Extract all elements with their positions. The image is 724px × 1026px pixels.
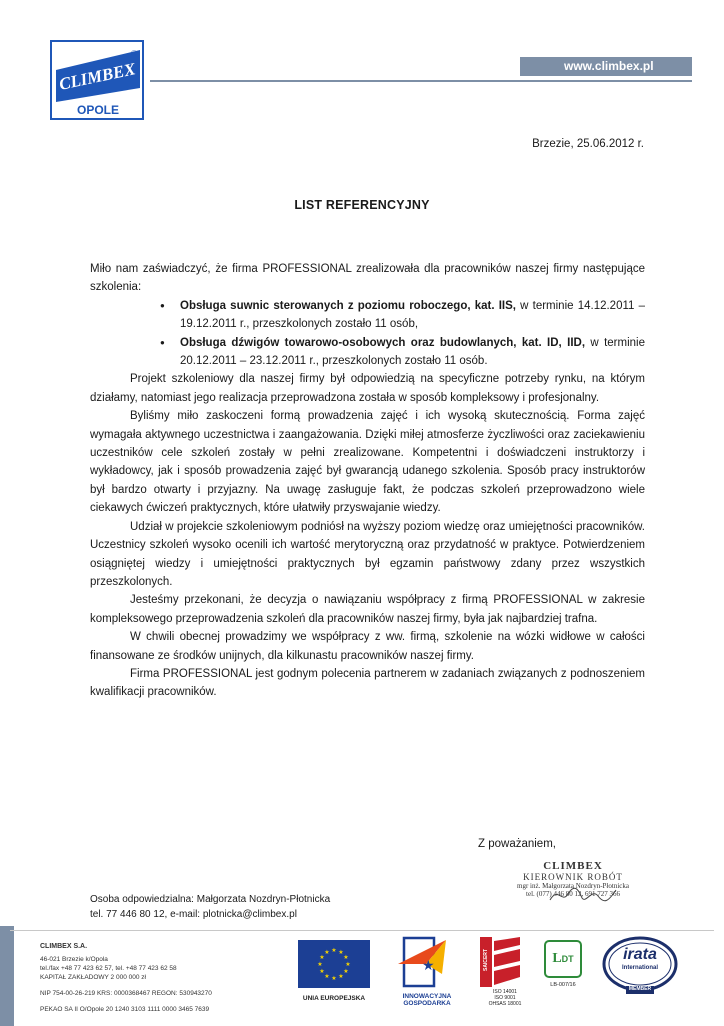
ig-label-2: GOSPODARKA: [403, 1000, 451, 1007]
irata-member: MEMBER: [628, 986, 652, 992]
stamp-phones: tel. (077) 446 80 12, 691 727 366: [526, 890, 620, 898]
eu-label: UNIA EUROPEJSKA: [302, 995, 366, 1002]
udt-text: DT: [561, 954, 574, 964]
body-paragraph: W chwili obecnej prowadzimy we współpracy z ww. firmą, szkolenie na wózki widłowe w całości finansowane ze środków unijnych, dla kilkunastu pracowników naszej firmy.: [90, 631, 645, 662]
eu-flag-icon: [298, 940, 370, 988]
svg-text:★: ★: [345, 961, 351, 968]
body-paragraph: Udział w projekcie szkoleniowym podniósł na wyższy poziom wiedzę oraz umiejętności pracowników. Uczestnicy szkoleń wysoko ocenili ich wartość merytoryczną oraz przydatność w praktyce. Potwierdzeniem osiągniętej wiedzy i umiejętności praktycznych był egzamin państwowy zdany przez wszystkich przeszkolonych.: [90, 520, 645, 588]
letter-title: LIST REFERENCYJNY: [294, 198, 430, 212]
svg-text:★: ★: [331, 975, 337, 982]
svg-text:★: ★: [319, 968, 325, 975]
stamp-company: CLIMBEX: [543, 860, 603, 872]
svg-text:★: ★: [324, 949, 330, 956]
logo-text: CLIMBEX: [57, 59, 138, 94]
climbex-logo: [50, 40, 144, 120]
svg-text:★: ★: [319, 954, 325, 961]
udt-code: LB-007/16: [550, 982, 576, 988]
irata-text: irata: [623, 946, 657, 963]
training-name: Obsługa suwnic sterowanych z poziomu roboczego, kat. IIS,: [180, 299, 516, 312]
letter-date: Brzezie, 25.06.2012 r.: [532, 138, 644, 150]
svg-text:★: ★: [338, 949, 344, 956]
contact-phone-email: tel. 77 446 80 12, e-mail: plotnicka@climbex.pl: [90, 908, 297, 920]
ig-star-icon: [386, 934, 468, 988]
training-details: w terminie 14.12.2011 – 19.12.2011 r., przeszkolonych zostało 11 osób,: [180, 299, 645, 331]
saicert-icon: [492, 937, 522, 987]
irata-logo: [602, 934, 678, 996]
training-item: [180, 334, 645, 371]
stamp-name: mgr inż. Małgorzata Nozdryn-Płotnicka: [517, 882, 629, 890]
header-divider: [150, 80, 692, 82]
saicert-certificate: [480, 937, 530, 1007]
body-paragraph: Projekt szkoleniowy dla naszej firmy był odpowiedzią na specyficzne potrzeby rynku, na którym działamy, natomiast jego realizacja przeprowadzona została w sposób kompleksowy i profesjonalny.: [90, 373, 645, 404]
svg-text:★: ★: [343, 968, 349, 975]
irata-subtext: International: [621, 965, 658, 971]
company-details: [40, 942, 212, 1014]
contact-name: Osoba odpowiedzialna: Małgorzata Nozdryn-Płotnicka: [90, 894, 331, 905]
cert-iso14001: ISO 14001: [493, 989, 517, 995]
registered-mark: ®: [131, 49, 137, 58]
website-link[interactable]: www.climbex.pl: [564, 59, 654, 73]
eu-logo: [298, 940, 370, 1002]
svg-text:★: ★: [343, 954, 349, 961]
svg-text:★: ★: [422, 958, 435, 974]
ig-label-1: INNOWACYJNA: [402, 993, 452, 1000]
body-paragraph: Jesteśmy przekonani, że decyzja o nawiązaniu współpracy z firmą PROFESSIONAL w zakresie kompleksowego przeprowadzenia szkoleń dla pracowników naszej firmy, była jak najbardziej trafna.: [90, 594, 645, 625]
training-details: w terminie 20.12.2011 – 23.12.2011 r., przeszkolonych zostało 11 osób.: [180, 336, 645, 368]
company-name: CLIMBEX S.A.: [40, 943, 88, 950]
website-banner: [520, 57, 692, 76]
cert-ohsas: OHSAS 18001: [488, 1001, 522, 1007]
cert-iso9001: ISO 9001: [494, 995, 516, 1001]
footer-side-bar: [0, 926, 14, 1026]
letter-body: [90, 260, 645, 702]
body-paragraph: Byliśmy miło zaskoczeni formą prowadzenia zajęć i ich wysoką skutecznością. Forma zajęć wymagała aktywnego uczestnictwa i zaangażowania. Dzięki miłej atmosferze życzliwości oraz zaciekawieniu uczestników cele szkoleń zostały w pełni zrealizowane. Kompetentni i doświadczeni instruktorzy i wykładowcy, jak i sposób prowadzenia zajęć był gwarancją udanego szkolenia. Sposób pracy instruktorów był bardzo otwarty i przyjazny. Na uwagę zasługuje fakt, że podczas szkoleń przeprowadzono wiele ciekawych ćwiczeń praktycznych, które ułatwiły przyswajanie wiedzy.: [90, 410, 645, 515]
saicert-band: [480, 937, 492, 987]
training-list: [90, 297, 645, 371]
saicert-brand: SAICERT: [483, 949, 489, 971]
udt-badge: L DT: [544, 940, 582, 978]
company-capital: KAPITAŁ ZAKŁADOWY 2 000 000 zł: [40, 974, 146, 981]
body-paragraph: Firma PROFESSIONAL jest godnym polecenia partnerem w zadaniach związanych z podnoszeniem kwalifikacji pracowników.: [90, 667, 645, 699]
svg-text:★: ★: [331, 947, 337, 954]
training-item: [180, 297, 645, 334]
udt-logo: [543, 940, 583, 988]
svg-text:★: ★: [317, 961, 323, 968]
intro-paragraph: Miło nam zaświadczyć, że firma PROFESSIONAL zrealizowała dla pracowników naszej firmy następujące szkolenia:: [90, 263, 645, 294]
company-bank: PEKAO SA II O/Opole 20 1240 3103 1111 0000 3465 7639: [40, 1006, 210, 1013]
stamp-role: KIEROWNIK ROBÓT: [523, 872, 623, 882]
svg-text:★: ★: [324, 973, 330, 980]
footer-divider: [10, 930, 714, 931]
innowacyjna-gospodarka-logo: [386, 934, 468, 1007]
training-name: Obsługa dźwigów towarowo-osobowych oraz budowlanych, kat. ID, IID,: [180, 336, 586, 349]
company-telfax: tel./fax +48 77 423 62 57, tel. +48 77 423 62 58: [40, 965, 177, 972]
contact-person: [90, 893, 330, 922]
svg-text:★: ★: [338, 973, 344, 980]
handwritten-signature: [548, 884, 618, 906]
company-ids: NIP 754-00-26-219 KRS: 0000368467 REGON: 530943270: [40, 990, 212, 997]
logo-subtext: OPOLE: [76, 103, 120, 117]
closing-phrase: Z poważaniem,: [478, 838, 556, 850]
company-address: 46-021 Brzezie k/Opola: [40, 956, 108, 963]
